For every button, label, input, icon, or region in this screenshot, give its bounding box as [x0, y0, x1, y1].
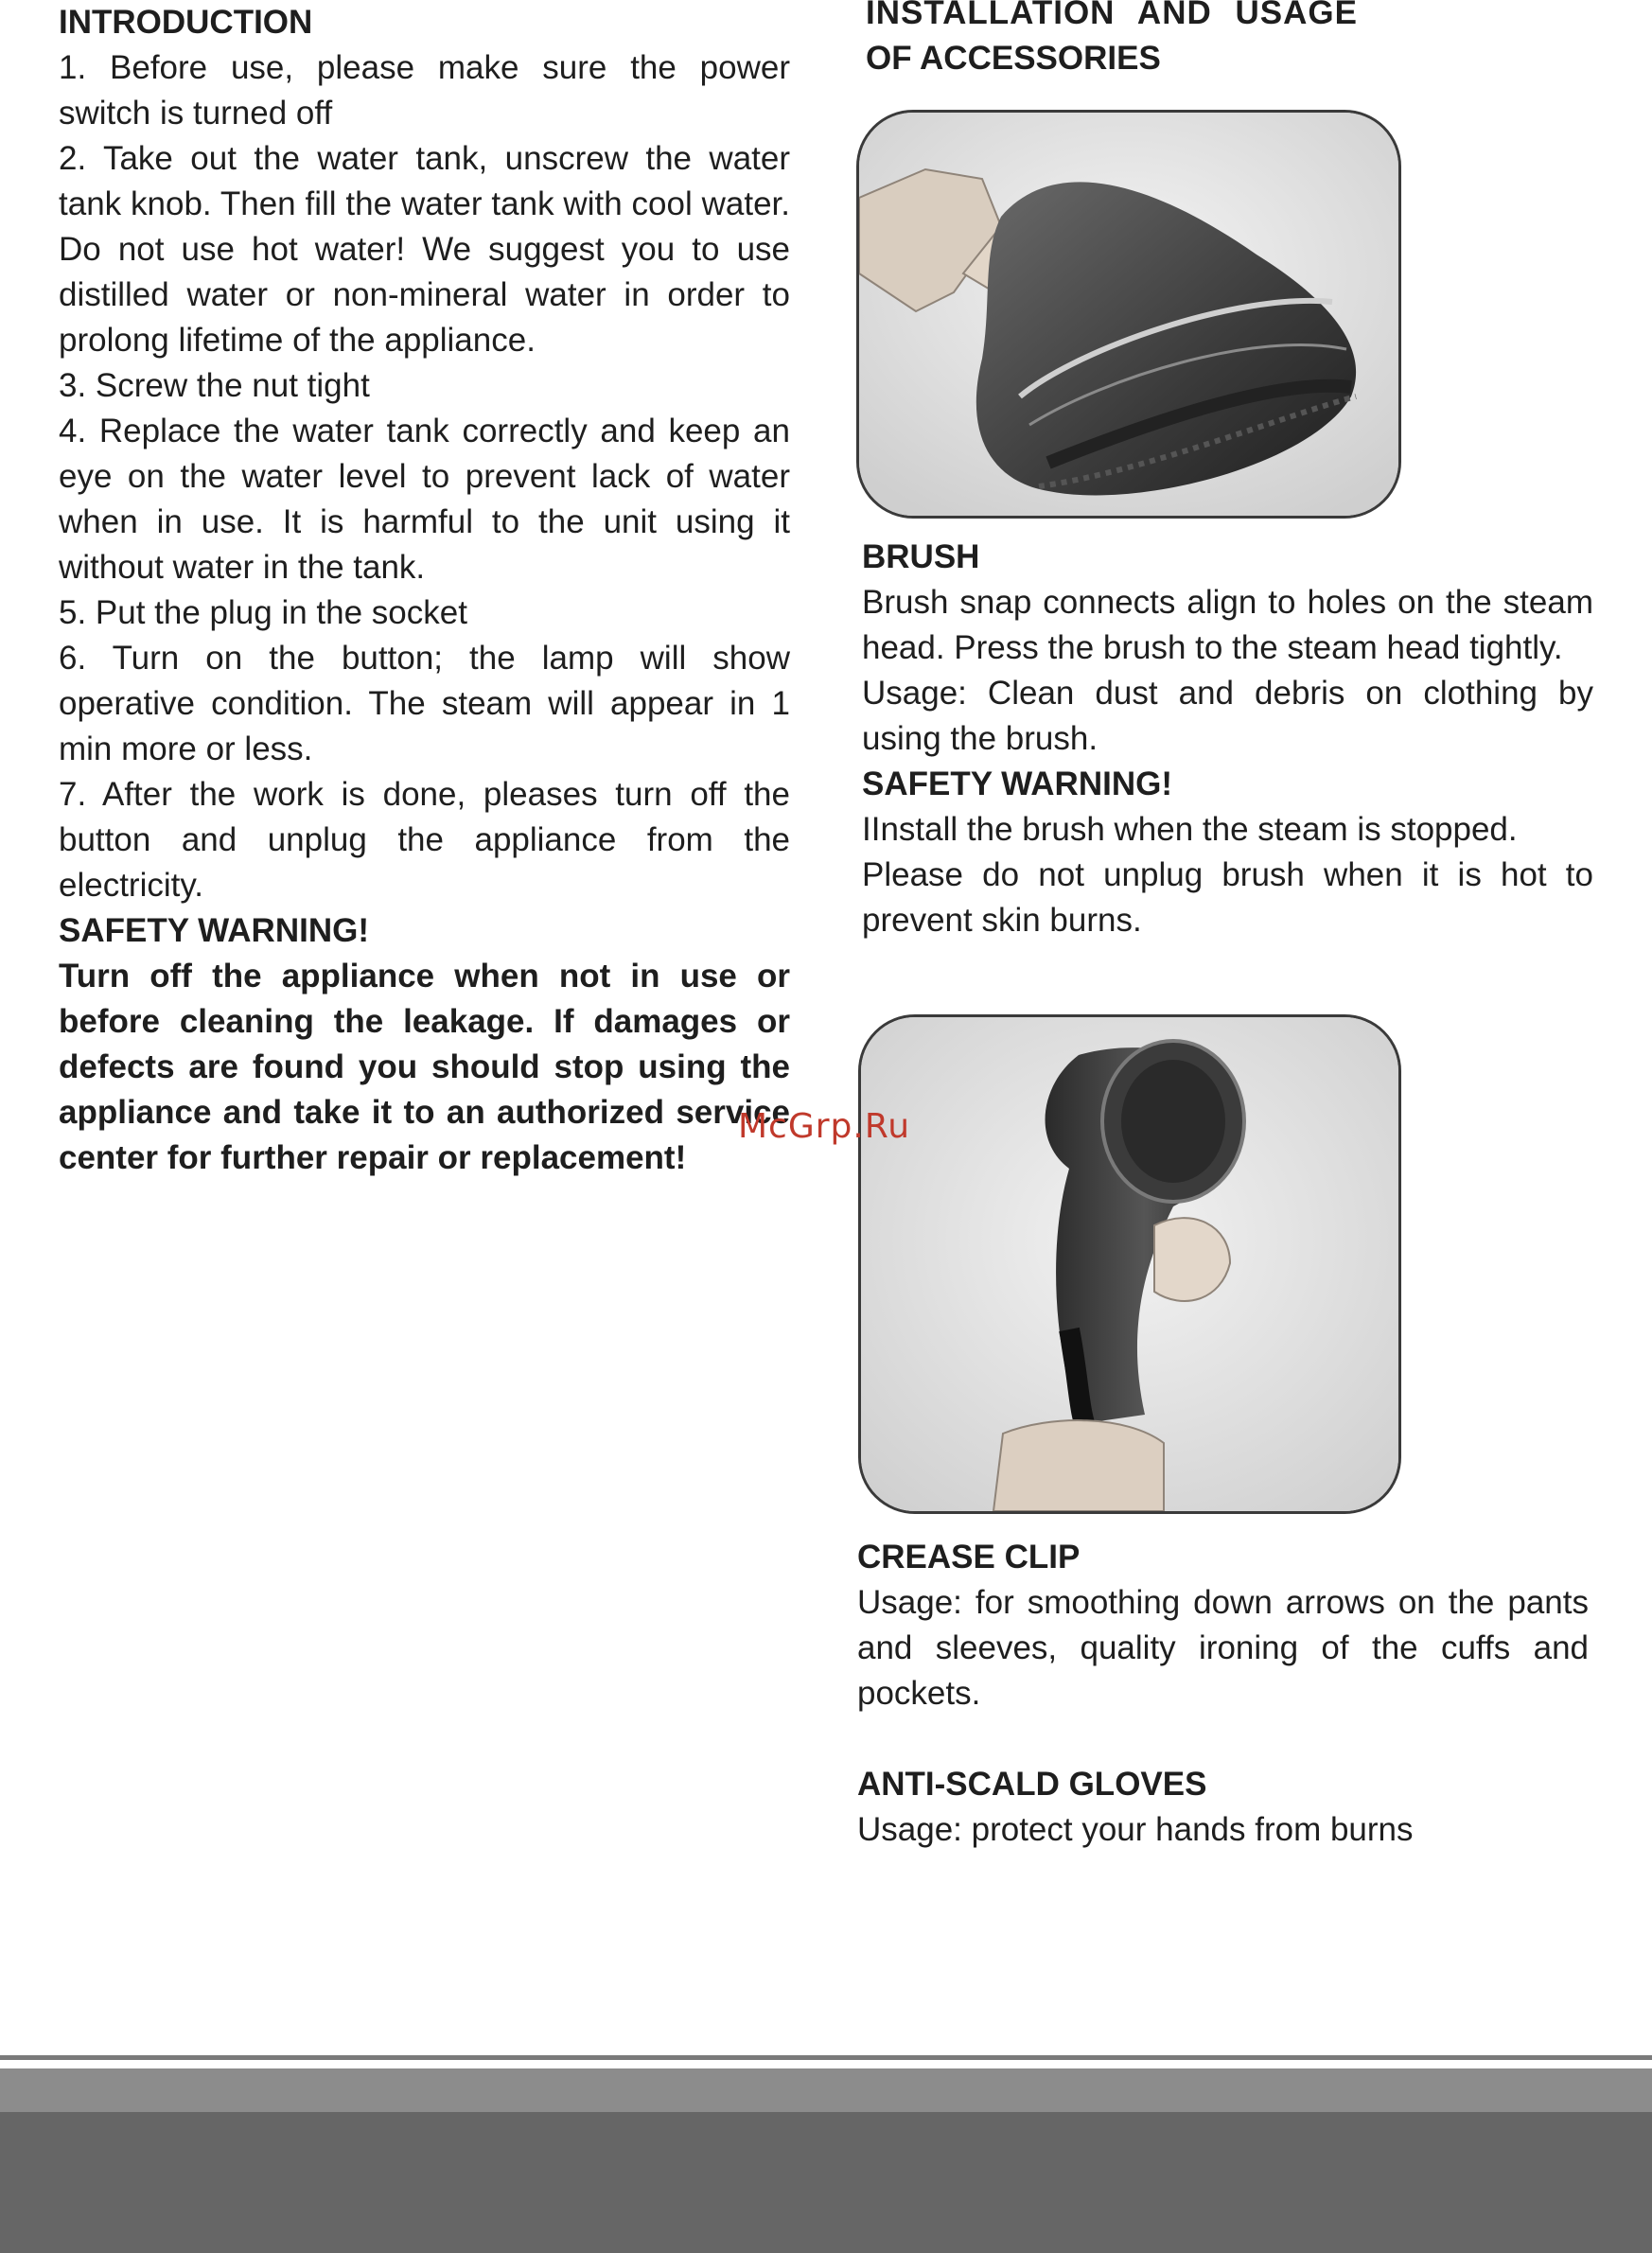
intro-step-5: 5. Put the plug in the socket — [59, 594, 467, 631]
footer-divider — [0, 2055, 1652, 2060]
introduction-column — [59, 0, 790, 1181]
intro-step-2: 2. Take out the water tank, unscrew the water tank knob. Then fill the water tank with cool water. Do not use hot water! We suggest you to use distilled water or non-mineral water in order to prolong lifetime of the appliance. — [59, 140, 790, 359]
brush-usage: Usage: Clean dust and debris on clothing by using the brush. — [862, 675, 1593, 757]
crease-clip-usage: Usage: for smoothing down arrows on the pants and sleeves, quality ironing of the cuffs and pockets. — [857, 1584, 1589, 1712]
safety-warning-heading: SAFETY WARNING! — [59, 912, 369, 949]
brush-description: Brush snap connects align to holes on the steam head. Press the brush to the steam head tightly. — [862, 584, 1593, 666]
crease-clip-illustration — [861, 1017, 1398, 1511]
intro-step-7: 7. After the work is done, pleases turn off the button and unplug the appliance from the electricity. — [59, 776, 790, 904]
brush-heading: BRUSH — [862, 538, 980, 575]
intro-step-4: 4. Replace the water tank correctly and keep an eye on the water level to prevent lack of water when in use. It is harmful to the unit using it without water in the tank. — [59, 413, 790, 586]
brush-section — [862, 535, 1593, 943]
brush-safety-heading: SAFETY WARNING! — [862, 766, 1172, 802]
watermark: McGrp.Ru — [738, 1107, 911, 1146]
gloves-usage: Usage: protect your hands from burns — [857, 1811, 1414, 1848]
intro-step-6: 6. Turn on the button; the lamp will show operative condition. The steam will appear in 1 min more or less. — [59, 640, 790, 767]
gloves-section — [857, 1762, 1589, 1853]
brush-photo — [856, 110, 1401, 519]
crease-clip-photo — [858, 1014, 1401, 1514]
footer-band-light — [0, 2068, 1652, 2112]
intro-step-1: 1. Before use, please make sure the power switch is turned off — [59, 49, 790, 132]
brush-safety-line2: Please do not unplug brush when it is hot to prevent skin burns. — [862, 856, 1593, 939]
safety-warning-text: Turn off the appliance when not in use or before cleaning the leakage. If damages or defects are found you should stop using the appliance and take it to an authorized service center for further repair or replacement! — [59, 958, 790, 1176]
crease-clip-section — [857, 1535, 1589, 1716]
intro-step-3: 3. Screw the nut tight — [59, 367, 370, 404]
accessories-heading-line1: INSTALLATION AND USAGE — [866, 0, 1358, 31]
brush-safety-line1: IInstall the brush when the steam is stopped. — [862, 811, 1518, 848]
footer-band-dark — [0, 2112, 1652, 2253]
brush-illustration — [859, 113, 1398, 516]
gloves-heading: ANTI-SCALD GLOVES — [857, 1766, 1207, 1803]
accessories-heading — [866, 0, 1358, 81]
crease-clip-heading: CREASE CLIP — [857, 1539, 1081, 1575]
introduction-heading: INTRODUCTION — [59, 4, 313, 41]
accessories-heading-line2: OF ACCESSORIES — [866, 40, 1161, 77]
